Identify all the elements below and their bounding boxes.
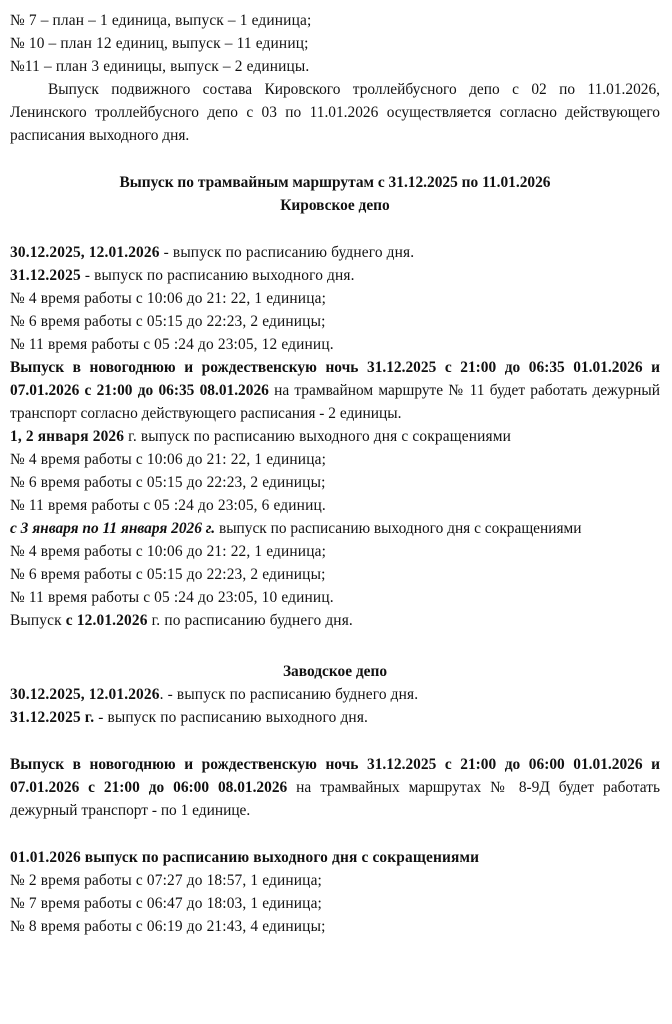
- kirovskoe-newyear-text: на трамвайном маршруте № 11 будет работать дежурный транспорт согласно действующего расписания - 2 единицы.: [10, 382, 660, 422]
- zavodskoe-weekday-text: . - выпуск по расписанию буднего дня.: [159, 686, 419, 703]
- zavodskoe-route-line: № 8 время работы с 06:19 до 21:43, 4 единицы;: [10, 918, 326, 935]
- kirovskoe-route-line: № 4 время работы с 10:06 до 21: 22, 1 единица;: [10, 451, 326, 468]
- kirovskoe-weekday-line: [10, 241, 660, 264]
- tram-section-title: Выпуск по трамвайным маршрутам с 31.12.2025 по 11.01.2026: [119, 174, 551, 191]
- kirovskoe-weekday-text: - выпуск по расписанию буднего дня.: [159, 244, 415, 261]
- zavodskoe-weekend-line: [10, 706, 660, 729]
- zavodskoe-weekday-date: 30.12.2025, 12.01.2026: [10, 686, 160, 703]
- intro-line-2: № 10 – план 12 единиц, выпуск – 11 единиц;: [10, 35, 309, 52]
- kirovskoe-jan12-date: 1, 2 января 2026: [10, 428, 125, 445]
- intro-line-1: № 7 – план – 1 единица, выпуск – 1 единица;: [10, 12, 312, 29]
- kirovskoe-jan3-11-date: с 3 января по 11 января 2026 г.: [10, 520, 216, 537]
- kirovskoe-route-line: № 6 время работы с 05:15 до 22:23, 2 единицы;: [10, 474, 326, 491]
- kirovskoe-route-line: № 4 время работы с 10:06 до 21: 22, 1 единица;: [10, 290, 326, 307]
- kirovskoe-weekend-line: [10, 264, 660, 287]
- kirovskoe-route-line: № 11 время работы с 05 :24 до 23:05, 10 единиц.: [10, 589, 334, 606]
- kirovskoe-route-line: № 11 время работы с 05 :24 до 23:05, 12 единиц.: [10, 336, 334, 353]
- kirovskoe-weekend-text: - выпуск по расписанию выходного дня.: [80, 267, 355, 284]
- kirovskoe-route-line: № 4 время работы с 10:06 до 21: 22, 1 единица;: [10, 543, 326, 560]
- tram-section-subtitle: Кировское депо: [280, 197, 390, 214]
- spacer: [10, 147, 660, 171]
- zavodskoe-weekday-line: [10, 683, 660, 706]
- zavodskoe-subtitle: Заводское депо: [282, 663, 388, 680]
- kirovskoe-jan3-11-paragraph: [10, 517, 660, 540]
- intro-paragraph: Выпуск подвижного состава Кировского троллейбусного депо с 02 по 11.01.2026, Ленинского троллейбусного депо с 03 по 11.01.2026 осуществляется согласно действующего расписания выходного дня.: [10, 81, 660, 144]
- kirovskoe-route-line: № 6 время работы с 05:15 до 22:23, 2 единицы;: [10, 313, 326, 330]
- kirovskoe-weekday-date: 30.12.2025, 12.01.2026: [10, 244, 160, 261]
- kirovskoe-jan12-line: [10, 425, 660, 448]
- spacer: [10, 822, 660, 846]
- spacer: [10, 217, 660, 241]
- zavodskoe-newyear-dates: Выпуск в новогоднюю и рождественскую ночь 31.12.2025 с 21:00 до 06:00 01.01.2026 и 07.01.2026 с 21:00 до 06:00 08.01.2026: [10, 756, 660, 796]
- zavodskoe-route-line: № 2 время работы с 07:27 до 18:57, 1 единица;: [10, 872, 322, 889]
- zavodskoe-newyear-text: на трамвайных маршрутах № 8-9Д будет работать дежурный транспорт - по 1 единице.: [10, 779, 660, 819]
- intro-line-3: №11 – план 3 единицы, выпуск – 2 единицы.: [10, 58, 310, 75]
- kirovskoe-newyear-dates: Выпуск в новогоднюю и рождественскую ночь 31.12.2025 с 21:00 до 06:35 01.01.2026 и 07.01.2026 с 21:00 до 06:35 08.01.2026: [10, 359, 660, 399]
- kirovskoe-final-prefix: Выпуск: [10, 612, 66, 629]
- kirovskoe-jan12-text: г. выпуск по расписанию выходного дня с сокращениями: [124, 428, 511, 445]
- spacer: [10, 729, 660, 753]
- kirovskoe-weekend-date: 31.12.2025: [10, 267, 81, 284]
- zavodskoe-jan1-heading: 01.01.2026 выпуск по расписанию выходного дня с сокращениями: [10, 849, 480, 866]
- kirovskoe-newyear-paragraph: [10, 356, 660, 425]
- kirovskoe-final-date: с 12.01.2026: [65, 612, 148, 629]
- kirovskoe-route-line: № 11 время работы с 05 :24 до 23:05, 6 единиц.: [10, 497, 326, 514]
- zavodskoe-weekend-text: - выпуск по расписанию выходного дня.: [94, 709, 369, 726]
- kirovskoe-route-line: № 6 время работы с 05:15 до 22:23, 2 единицы;: [10, 566, 326, 583]
- spacer: [10, 632, 660, 660]
- zavodskoe-weekend-date: 31.12.2025 г.: [10, 709, 95, 726]
- kirovskoe-jan3-11-text: выпуск по расписанию выходного дня с сокращениями: [215, 520, 582, 537]
- kirovskoe-final-text: г. по расписанию буднего дня.: [147, 612, 353, 629]
- zavodskoe-newyear-paragraph: [10, 753, 660, 822]
- zavodskoe-route-line: № 7 время работы с 06:47 до 18:03, 1 единица;: [10, 895, 322, 912]
- kirovskoe-final-line: [10, 609, 660, 632]
